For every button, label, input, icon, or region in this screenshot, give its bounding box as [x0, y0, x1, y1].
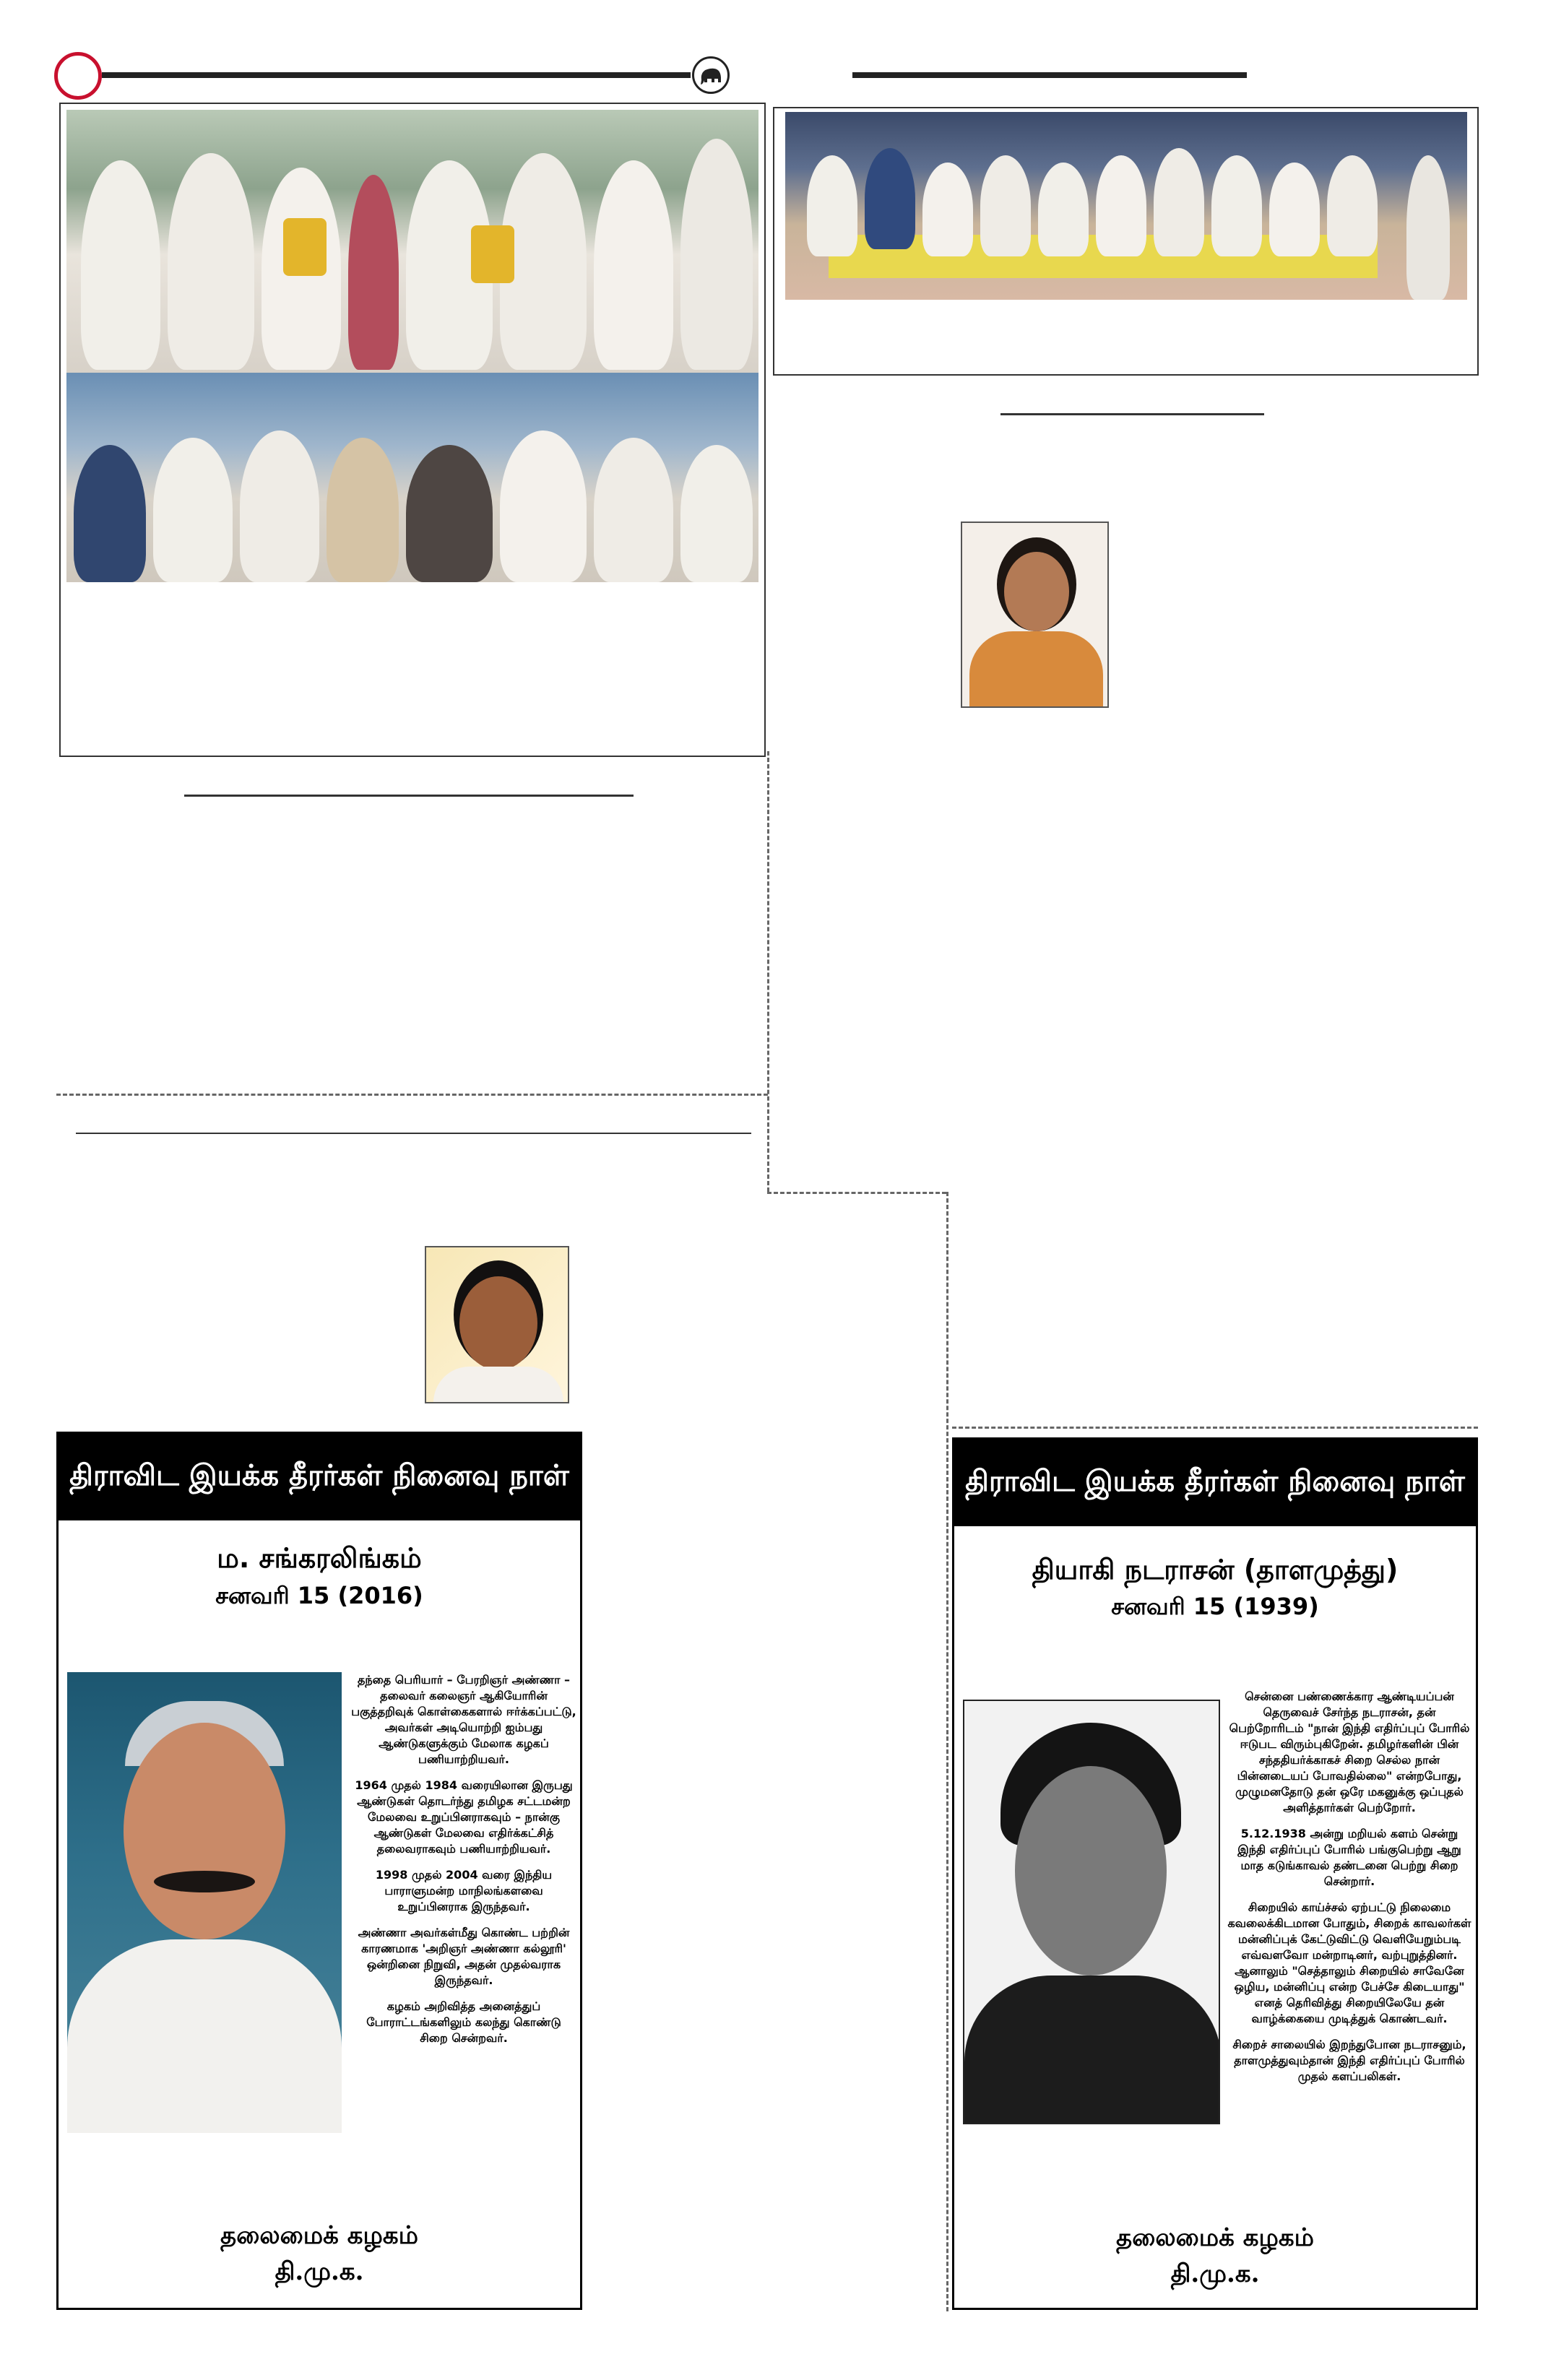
memorial-paragraph: 1998 முதல் 2004 வரை இந்திய பாராளுமன்ற மாநிலங்களவை உறுப்பினராக இருந்தவர். [375, 1868, 553, 1913]
column-divider [767, 751, 769, 1192]
press-meet-photo [785, 112, 1467, 300]
memorial-name: தியாகி நடராசன் (தாளமுத்து) [1032, 1554, 1399, 1585]
memorial-heading: திராவிட இயக்க தீரர்கள் நினைவு நாள் [954, 1440, 1476, 1526]
column-rule-lower [76, 1133, 751, 1134]
event-photo-trophy [66, 110, 758, 373]
memorial-notice-sankaralingam [56, 1432, 582, 2310]
memorial-paragraph: 5.12.1938 அன்று மறியல் களம் சென்று இந்தி எதிர்ப்புப் போரில் பங்குபெற்று ஆறு மாத கடுங்காவல் தண்டனை பெற்று சிறை சென்றார். [1237, 1827, 1461, 1888]
masthead-rule [102, 72, 691, 78]
memorial-paragraph: 1964 முதல் 1984 வரையிலான இருபது ஆண்டுகள் தொடர்ந்து தமிழக சட்டமன்ற மேலவை உறுப்பினராகவும் – நான்கு ஆண்டுகள் மேலவை எதிர்க்கட்சித் தலைவராகவும் பணியாற்றியவர். [355, 1778, 573, 1856]
memorial-date: சனவரி 15 (1939) [1111, 1593, 1319, 1620]
photo-box-left [59, 103, 766, 757]
section-divider [56, 1094, 768, 1096]
section-divider-right [952, 1427, 1478, 1429]
memorial-footer-org: தலைமைக் கழகம் [220, 2221, 418, 2250]
memorial-body [1227, 1689, 1471, 2095]
memorial-paragraph: தந்தை பெரியார் – பேரறிஞர் அண்ணா – தலைவர் கலைஞர் ஆகியோரின் பகுத்தறிவுக் கொள்கைகளால் ஈர்க்கப்பட்டு, அவர்கள் அடியொற்றி ஐம்பது ஆண்டுகளுக்கும் மேலாக கழகப் பணியாற்றியவர். [351, 1673, 576, 1766]
memorial-paragraph: அண்ணா அவர்கள்மீது கொண்ட பற்றின் காரணமாக 'அறிஞர் அண்ணா கல்லூரி' ஒன்றினை நிறுவி, அதன் முதல்வராக இருந்தவர். [358, 1926, 570, 1987]
memorial-portrait [963, 1700, 1220, 2124]
portrait-photo-woman [961, 522, 1109, 708]
elephant-emblem-icon [692, 56, 730, 94]
memorial-footer-org: தலைமைக் கழகம் [1116, 2223, 1314, 2252]
memorial-footer-party: தி.மு.க. [275, 2257, 364, 2286]
masthead-rule-right [852, 72, 1247, 78]
memorial-date: சனவரி 15 (2016) [215, 1582, 423, 1609]
memorial-notice-natarasan [952, 1437, 1478, 2310]
memorial-paragraph: சென்னை பண்ணைக்கார ஆண்டியப்பன் தெருவைச் சேர்ந்த நடராசன், தன் பெற்றோரிடம் "நான் இந்தி எதிர்ப்புப் போரில் ஈடுபட விரும்புகிறேன். தமிழர்களின் பின் சந்ததியர்க்காகச் சிறை செல்ல நான் பின்னடையப் போவதில்லை" என்றபோது, முழுமனதோடு தன் ஒரே மகனுக்கு ஒப்புதல் அளித்தார்கள் பெற்றோர். [1229, 1689, 1470, 1814]
photo-box-right [773, 107, 1479, 376]
memorial-footer-party: தி.மு.க. [1170, 2259, 1260, 2288]
memorial-paragraph: சிறைச் சாலையில் இறந்துபோன நடராசனும், தாளமுத்துவும்தான் இந்தி எதிர்ப்புப் போரில் முதல் களப்பலிகள். [1232, 2038, 1466, 2083]
memorial-portrait [67, 1672, 342, 2133]
event-photo-cattle [66, 373, 758, 582]
memorial-heading: திராவிட இயக்க தீரர்கள் நினைவு நாள் [59, 1434, 580, 1520]
portrait-photo-man [425, 1246, 569, 1403]
column-divider-lower [946, 1192, 948, 2311]
column-rule [184, 795, 634, 797]
memorial-body [351, 1672, 576, 2056]
section-divider-step [767, 1192, 946, 1194]
party-logo-icon [54, 52, 102, 100]
memorial-paragraph: சிறையில் காய்ச்சல் ஏற்பட்டு நிலைமை கவலைக்கிடமான போதும், சிறைக் காவலர்கள் மன்னிப்புக் கேட்டுவிட்டு வெளியேறும்படி எவ்வளவோ மன்றாடினர், வற்புறுத்தினர். ஆனாலும் "செத்தாலும் சிறையில் சாவேனே ஒழிய, மன்னிப்பு என்ற பேச்சே கிடையாது" எனத் தெரிவித்து சிறையிலேயே தன் வாழ்க்கையை முடித்துக் கொண்டவர். [1227, 1900, 1471, 2025]
memorial-name: ம. சங்கரலிங்கம் [217, 1542, 422, 1574]
memorial-paragraph: கழகம் அறிவித்த அனைத்துப் போராட்டங்களிலும் கலந்து கொண்டு சிறை சென்றவர். [366, 1999, 561, 2045]
column-rule-right [1000, 413, 1264, 415]
